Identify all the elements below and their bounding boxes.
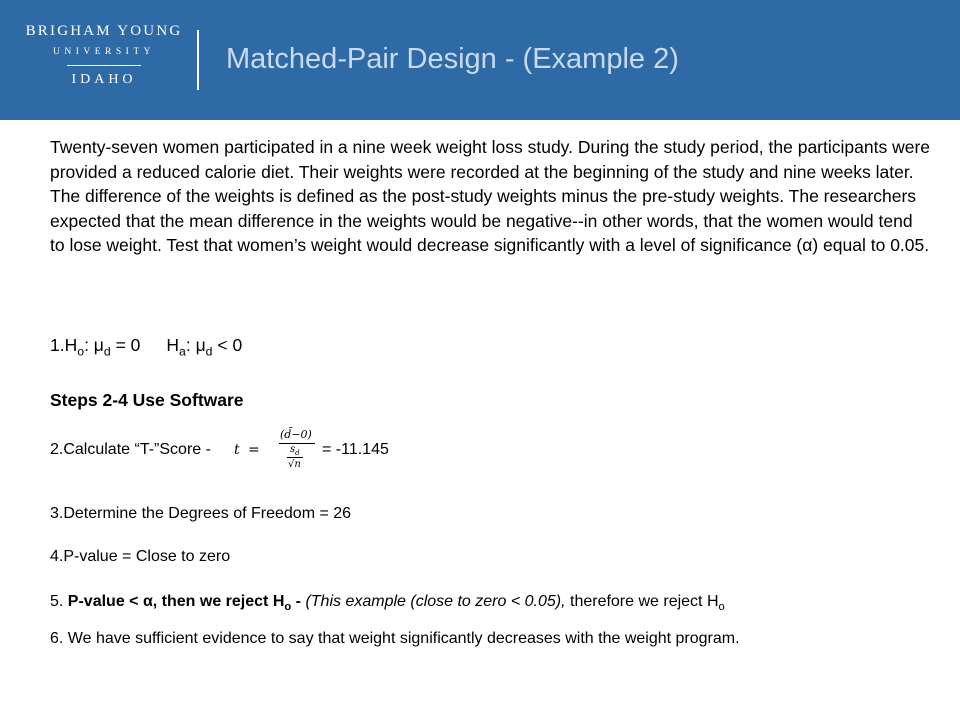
null-value: = 0 — [110, 335, 141, 355]
logo-rule — [67, 65, 141, 66]
step5-bold-sub: o — [284, 601, 292, 614]
alt-subscript: a — [179, 344, 186, 359]
alt-mu-subscript: d — [205, 344, 213, 359]
slide-title: Matched-Pair Design - (Example 2) — [226, 43, 679, 75]
step2-value: = -11.145 — [322, 441, 389, 458]
t-score-formula — [234, 428, 318, 478]
null-subscript: o — [77, 344, 85, 359]
step5-num: 5. — [50, 593, 68, 610]
step1-prefix: 1.H — [50, 335, 78, 355]
formula-sd: $s_d$ — [290, 444, 300, 457]
logo-line-brigham-young: BRIGHAM YOUNG — [25, 23, 183, 39]
mu-subscript: d — [103, 344, 111, 359]
formula-t: t — [234, 442, 240, 458]
intro-paragraph: Twenty-seven women participated in a nine week weight loss study. During the study period, the participants were provided a reduced calorie diet. Their weights were recorded at the beginning of the study and nine weeks later. The difference of the weights is defined as the post-study weights minus the pre-study weights. The researchers expected that the mean difference in the weights would be negative--in other words, that the women would tend to lose weight. Test that women’s weight would decrease significantly with a level of significance (α) equal to 0.05. — [50, 137, 930, 255]
alt-h: H — [166, 335, 180, 355]
logo-line-university: UNIVERSITY — [53, 47, 155, 57]
header-bar — [0, 0, 960, 120]
step5-rest-sub: o — [718, 601, 725, 614]
university-logo — [20, 22, 188, 88]
logo-line-idaho: IDAHO — [71, 72, 137, 87]
alt-value: < 0 — [212, 335, 243, 355]
formula-equals: = — [248, 442, 260, 458]
step5-rest: therefore we reject H — [565, 593, 719, 610]
null-rest: : μ — [84, 335, 104, 355]
formula-inner-bar — [287, 457, 303, 458]
steps-heading: Steps 2-4 Use Software — [50, 390, 244, 410]
step6-line: 6. We have sufficient evidence to say that weight significantly decreases with the weight program. — [50, 630, 740, 647]
step2-label: 2.Calculate “T-”Score - — [50, 441, 211, 458]
formula-root-n: √n — [288, 459, 301, 470]
step3-line: 3.Determine the Degrees of Freedom = 26 — [50, 505, 352, 522]
step5-dash: - — [291, 593, 306, 610]
hypotheses-line — [50, 335, 242, 359]
header-divider — [197, 30, 199, 90]
step5-line — [50, 593, 725, 613]
step4-line: 4.P-value = Close to zero — [50, 548, 231, 565]
formula-numerator: (d̄−0) — [280, 428, 312, 441]
step5-italic: (This example (close to zero < 0.05), — [305, 593, 566, 610]
step5-bold: P-value < α, then we reject H — [67, 593, 285, 610]
alt-rest: : μ — [185, 335, 206, 355]
slide-content — [50, 135, 930, 647]
